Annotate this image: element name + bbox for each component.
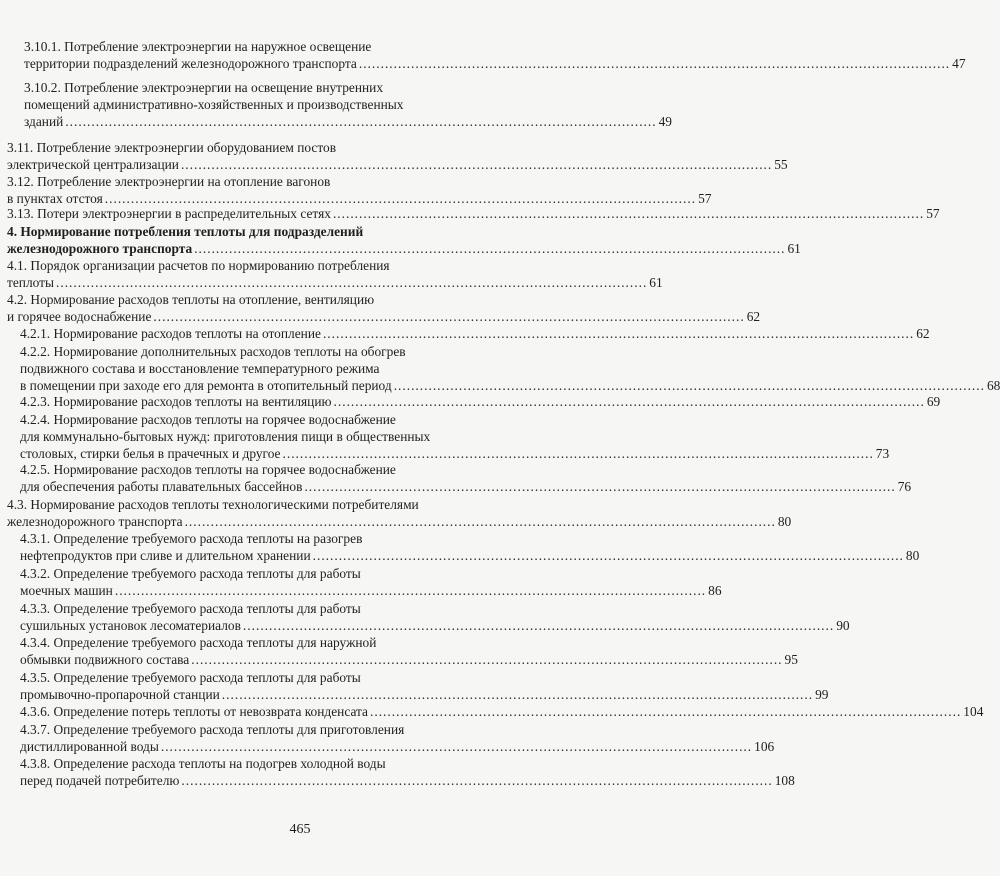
leader-dots: ........................................................................................................................................ <box>184 514 776 530</box>
page-ref: 68 <box>986 378 1000 394</box>
toc-entry <box>24 38 966 72</box>
toc-line: для обеспечения работы плавательных бассейнов <box>20 479 303 495</box>
toc-line: 4.3.5. Определение требуемого расхода теплоты для работы <box>20 670 361 685</box>
toc-line: железнодорожного транспорта <box>7 241 193 257</box>
leader-dots: ........................................................................................................................................ <box>312 548 904 564</box>
toc-line: 3.11. Потребление электроэнергии оборудованием постов <box>7 140 337 155</box>
toc-line: подвижного состава и восстановление температурного режима <box>20 361 380 377</box>
toc-line: 4.2.2. Нормирование дополнительных расходов теплоты на обогрев <box>20 344 406 359</box>
toc-entry <box>20 634 798 668</box>
page-ref: 80 <box>777 514 792 530</box>
toc-entry <box>20 343 1000 395</box>
leader-dots: ........................................................................................................................................ <box>181 773 773 789</box>
page-ref: 95 <box>784 652 798 668</box>
toc-entry <box>20 530 920 564</box>
leader-dots: ........................................................................................................................................ <box>332 206 925 221</box>
toc-entry <box>7 139 788 173</box>
leader-dots: ........................................................................................................................................ <box>153 309 745 325</box>
toc-line: в пунктах отстоя <box>7 191 103 207</box>
page-ref: 73 <box>875 446 890 462</box>
leader-dots: ........................................................................................................................................ <box>358 56 951 72</box>
toc-line: 4.2.1. Нормирование расходов теплоты на отопление <box>20 326 321 341</box>
toc-line: помещений административно-хозяйственных и производственных <box>24 97 404 113</box>
toc-line: 4.2.4. Нормирование расходов теплоты на горячее водоснабжение <box>20 412 396 427</box>
leader-dots: ........................................................................................................................................ <box>114 583 707 599</box>
toc-line: 4.2. Нормирование расходов теплоты на отопление, вентиляцию <box>7 292 375 307</box>
leader-dots: ........................................................................................................................................ <box>304 479 896 495</box>
toc-line: 4.3.7. Определение требуемого расхода теплоты для приготовления <box>20 722 405 737</box>
page-number: 465 <box>289 822 311 837</box>
toc-entry <box>7 223 801 257</box>
toc-entry <box>20 325 930 342</box>
leader-dots: ........................................................................................................................................ <box>65 114 657 130</box>
toc-line: перед подачей потребителю <box>20 773 180 789</box>
toc-entry <box>20 669 829 703</box>
page-ref: 61 <box>649 275 663 291</box>
leader-dots: ........................................................................................................................................ <box>104 191 697 207</box>
toc-entry <box>20 461 912 495</box>
leader-dots: ........................................................................................................................................ <box>194 241 786 257</box>
toc-line: 4.3.8. Определение расхода теплоты на подогрев холодной воды <box>20 756 386 771</box>
toc-line: 3.10.2. Потребление электроэнергии на освещение внутренних <box>24 80 384 95</box>
leader-dots: ........................................................................................................................................ <box>221 687 814 703</box>
leader-dots: ........................................................................................................................................ <box>282 446 874 462</box>
toc-line: в помещении при заходе его для ремонта в отопительный период <box>20 378 392 394</box>
page-ref: 80 <box>905 548 920 564</box>
toc-entry <box>20 703 984 720</box>
page-ref: 57 <box>926 206 940 221</box>
toc-entry <box>7 291 761 325</box>
toc-entry <box>20 393 941 410</box>
toc-line: моечных машин <box>20 583 113 599</box>
toc-line: территории подразделений железнодорожного транспорта <box>24 56 357 72</box>
page-ref: 106 <box>754 739 775 755</box>
page-ref: 49 <box>658 114 672 130</box>
toc-entry <box>7 205 940 222</box>
page-ref: 99 <box>815 687 829 703</box>
leader-dots: ........................................................................................................................................ <box>322 326 915 341</box>
toc-line: нефтепродуктов при сливе и длительном хранении <box>20 548 311 564</box>
leader-dots: ........................................................................................................................................ <box>242 618 835 634</box>
toc-line: столовых, стирки белья в прачечных и другое <box>20 446 281 462</box>
toc-entry <box>20 755 795 789</box>
leader-dots: ........................................................................................................................................ <box>180 157 773 173</box>
page-ref: 90 <box>836 618 850 634</box>
page-ref: 108 <box>774 773 795 789</box>
page-ref: 69 <box>926 394 941 409</box>
toc-line: 4.3. Нормирование расходов теплоты технологическими потребителями <box>7 497 419 512</box>
toc-line: 3.13. Потери электроэнергии в распределительных сетях <box>7 206 331 221</box>
toc-line: для коммунально-бытовых нужд: приготовления пищи в общественных <box>20 429 431 445</box>
toc-line: 4.2.3. Нормирование расходов теплоты на вентиляцию <box>20 394 332 409</box>
toc-entry <box>20 721 775 755</box>
toc-line: обмывки подвижного состава <box>20 652 190 668</box>
toc-line: промывочно-пропарочной станции <box>20 687 220 703</box>
leader-dots: ........................................................................................................................................ <box>370 704 962 719</box>
page-ref: 76 <box>897 479 912 495</box>
toc-line: 4.3.4. Определение требуемого расхода теплоты для наружной <box>20 635 377 650</box>
toc-line: 4.3.3. Определение требуемого расхода теплоты для работы <box>20 601 361 616</box>
page-ref: 86 <box>708 583 722 599</box>
toc-line: 3.12. Потребление электроэнергии на отопление вагонов <box>7 174 331 189</box>
toc-line: 4. Нормирование потребления теплоты для подразделений <box>7 224 364 239</box>
toc-line: и горячее водоснабжение <box>7 309 152 325</box>
toc-line: 4.2.5. Нормирование расходов теплоты на горячее водоснабжение <box>20 462 396 477</box>
page-ref: 61 <box>787 241 801 257</box>
leader-dots: ........................................................................................................................................ <box>160 739 753 755</box>
page-ref: 62 <box>746 309 761 325</box>
toc-line: сушильных установок лесоматериалов <box>20 618 241 634</box>
leader-dots: ........................................................................................................................................ <box>333 394 925 409</box>
toc-line: электрической централизации <box>7 157 179 173</box>
toc-entry <box>24 79 672 131</box>
toc-entry <box>20 411 890 463</box>
toc-entry <box>7 173 712 207</box>
toc-line: зданий <box>24 114 64 130</box>
page-ref: 62 <box>916 326 930 341</box>
toc-line: 4.1. Порядок организации расчетов по нормированию потребления <box>7 258 390 273</box>
toc-line: дистиллированной воды <box>20 739 159 755</box>
toc-entry <box>7 257 663 291</box>
toc-line: теплоты <box>7 275 55 291</box>
leader-dots: ........................................................................................................................................ <box>191 652 783 668</box>
toc-entry <box>20 600 850 634</box>
page-ref: 57 <box>698 191 712 207</box>
toc-line: 4.3.2. Определение требуемого расхода теплоты для работы <box>20 566 361 581</box>
leader-dots: ........................................................................................................................................ <box>393 378 985 394</box>
toc-line: железнодорожного транспорта <box>7 514 183 530</box>
toc-line: 4.3.1. Определение требуемого расхода теплоты на разогрев <box>20 531 363 546</box>
page-ref: 104 <box>963 704 984 719</box>
toc-line: 3.10.1. Потребление электроэнергии на наружное освещение <box>24 39 372 54</box>
leader-dots: ........................................................................................................................................ <box>56 275 648 291</box>
toc-line: 4.3.6. Определение потерь теплоты от невозврата конденсата <box>20 704 369 719</box>
toc-entry <box>7 496 792 530</box>
toc-entry <box>20 565 722 599</box>
page-ref: 55 <box>774 157 788 173</box>
page-ref: 47 <box>952 56 966 72</box>
